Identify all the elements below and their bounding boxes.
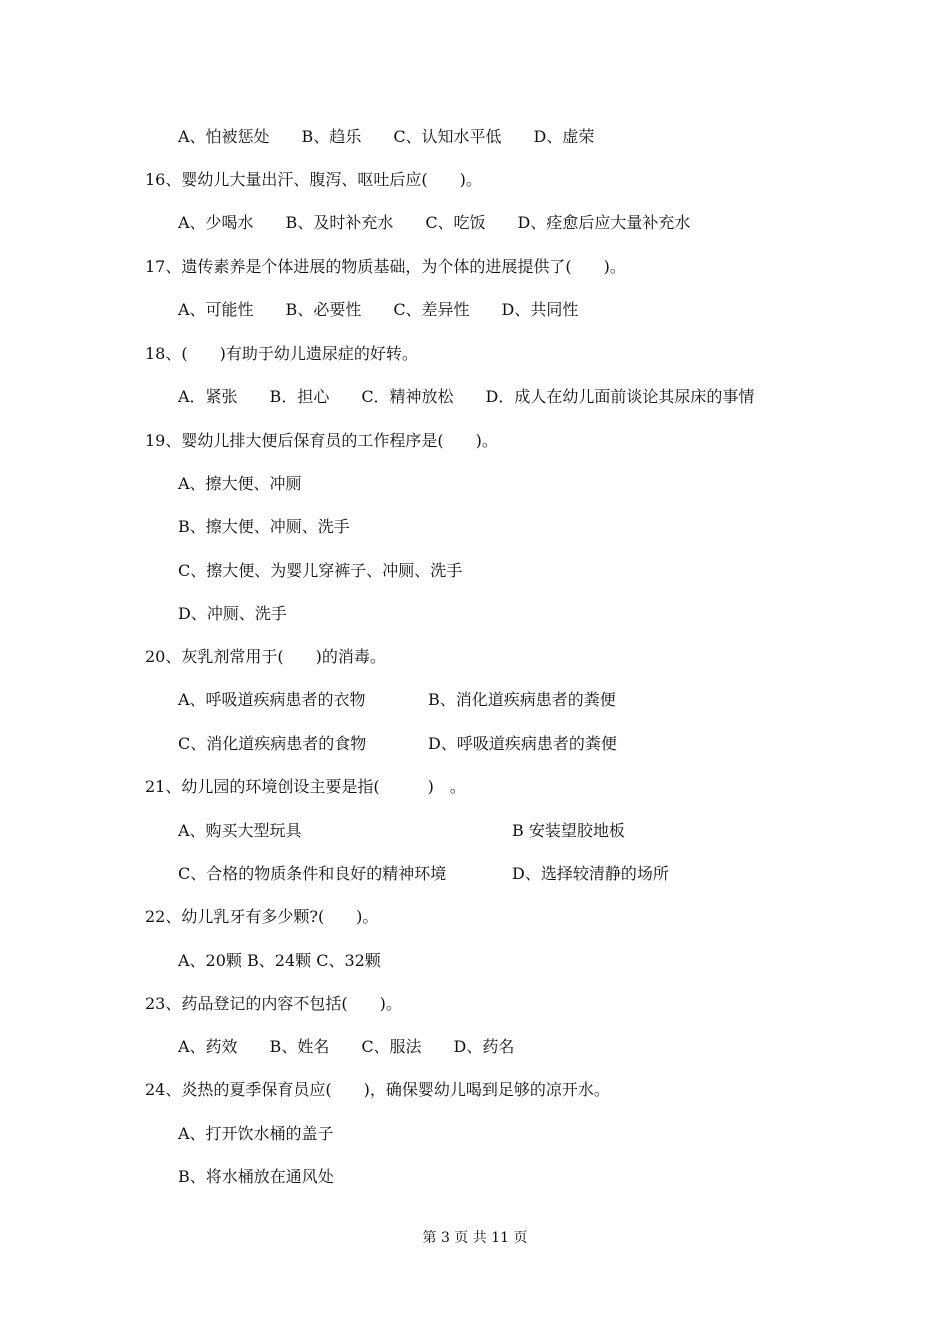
q20-option-c: C、消化道疾病患者的食物 <box>178 734 367 753</box>
q16-options: A、少喝水 B、及时补充水 C、吃饭 D、痊愈后应大量补充水 <box>178 213 691 232</box>
q17-options: A、可能性 B、必要性 C、差异性 D、共同性 <box>178 300 579 319</box>
q19-option-d: D、冲厕、洗手 <box>178 604 287 623</box>
q15-options: A、怕被惩处 B、趋乐 C、认知水平低 D、虚荣 <box>178 127 595 146</box>
q19-option-b: B、擦大便、冲厕、洗手 <box>178 517 350 536</box>
q19-option-c: C、擦大便、为婴儿穿裤子、冲厕、洗手 <box>178 561 463 580</box>
q18-stem: 18、( )有助于幼儿遗尿症的好转。 <box>145 344 418 363</box>
q21-option-a: A、购买大型玩具 <box>178 821 302 840</box>
q24-stem: 24、炎热的夏季保育员应( )，确保婴幼儿喝到足够的凉开水。 <box>145 1080 610 1099</box>
q24-option-b: B、将水桶放在通风处 <box>178 1167 334 1186</box>
q22-options: A、20颗 B、24颗 C、32颗 <box>178 951 381 970</box>
q20-stem: 20、灰乳剂常用于( )的消毒。 <box>145 647 386 666</box>
q16-stem: 16、婴幼儿大量出汗、腹泻、呕吐后应( )。 <box>145 170 482 189</box>
q17-stem: 17、遗传素养是个体进展的物质基础，为个体的进展提供了( )。 <box>145 257 626 276</box>
q19-option-a: A、擦大便、冲厕 <box>178 474 302 493</box>
q20-option-d: D、呼吸道疾病患者的粪便 <box>428 734 617 753</box>
q20-option-b: B、消化道疾病患者的粪便 <box>428 690 616 709</box>
q21-stem: 21、幼儿园的环境创设主要是指( ) 。 <box>145 777 466 796</box>
q21-option-c: C、合格的物质条件和良好的精神环境 <box>178 864 447 883</box>
q18-options: A．紧张 B．担心 C．精神放松 D．成人在幼儿面前谈论其尿床的事情 <box>178 387 755 406</box>
page-footer: 第 3 页 共 11 页 <box>422 1230 528 1246</box>
q21-option-d: D、选择较清静的场所 <box>512 864 669 883</box>
q20-option-a: A、呼吸道疾病患者的衣物 <box>178 690 366 709</box>
q23-stem: 23、药品登记的内容不包括( )。 <box>145 994 402 1013</box>
q23-options: A、药效 B、姓名 C、服法 D、药名 <box>178 1037 515 1056</box>
q22-stem: 22、幼儿乳牙有多少颗?( )。 <box>145 907 379 926</box>
q21-option-b: B 安装望胶地板 <box>512 821 625 840</box>
q19-stem: 19、婴幼儿排大便后保育员的工作程序是( )。 <box>145 431 498 450</box>
q24-option-a: A、打开饮水桶的盖子 <box>178 1124 334 1143</box>
